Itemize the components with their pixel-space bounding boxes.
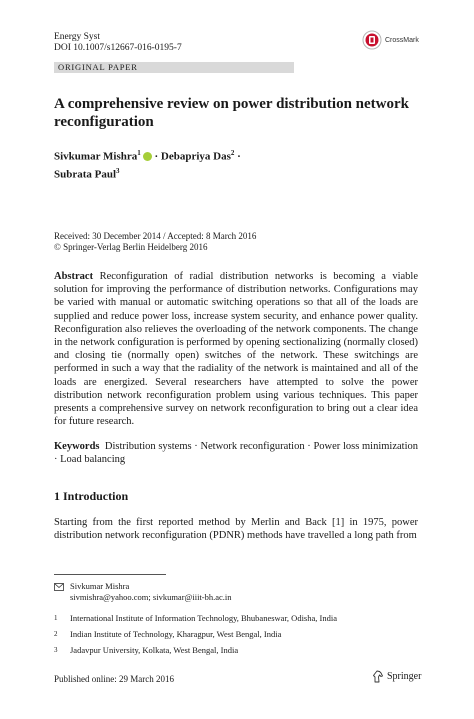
crossmark-label: CrossMark [385, 36, 419, 44]
abstract-text: Reconfiguration of radial distribution networks is becoming a viable solution for improving the performance of distribution networks. Configurations may be varied with manual or automatic switching operations so that all of the loads are supplied and reduce power loss, increase system security, and enhance power quality. Reconfiguration also relieves the overloading of the network components. The change in the network configuration is performed by opening sectionalizing (normally closed) and closing tie (normally open) switches of the network. These switchings are performed in such a way that the radiality of the network is maintained and all of the loads are energized. Several researchers have attempted to solve the power distribution network reconfiguration problem using various techniques. This paper presents a comprehensive survey on network reconfiguration to bring out a clear idea for future research. [54, 271, 419, 428]
author-separator: · [154, 150, 161, 163]
author-name[interactable]: Debapriya Das [160, 150, 231, 163]
springer-horse-icon [372, 670, 384, 683]
received-accepted: Received: 30 December 2014 / Accepted: 8 March 2016 [54, 231, 257, 241]
author-affil-sup: 1 [137, 149, 141, 157]
affil-text: International Institute of Information Technology, Bhubaneswar, Odisha, India [70, 613, 337, 623]
article-dates [54, 231, 256, 253]
article-type-band: ORIGINAL PAPER [54, 62, 294, 73]
affil-number: 3 [54, 646, 58, 654]
publisher-name: Springer [387, 671, 422, 682]
affil-number: 1 [54, 614, 58, 622]
affil-text: Jadavpur University, Kolkata, West Bengal, India [70, 645, 239, 655]
author-name[interactable]: Sivkumar Mishra [54, 150, 138, 163]
author-affil-sup: 2 [230, 149, 235, 157]
intro-paragraph: Starting from the first reported method by Merlin and Back [1] in 1975, power distribution network reconfiguration (PDNR) methods have travelled a long path from [54, 517, 418, 542]
affil-text: Indian Institute of Technology, Kharagpur, West Bengal, India [70, 629, 282, 639]
affiliation [54, 629, 281, 640]
affil-number: 2 [54, 630, 58, 638]
author-separator: · [237, 150, 241, 163]
crossmark-icon [362, 30, 382, 50]
envelope-icon [54, 583, 64, 591]
corresp-name: Sivkumar Mishra [70, 581, 130, 591]
keywords-label: Keywords [54, 441, 100, 452]
abstract-label: Abstract [54, 271, 94, 282]
author-affil-sup: 3 [116, 166, 120, 175]
orcid-icon[interactable] [143, 152, 152, 161]
journal-header [54, 32, 182, 54]
keywords-text: Distribution systems · Network reconfiguration · Power loss minimization · Load balancing [54, 441, 418, 466]
keywords [54, 440, 418, 466]
doi[interactable]: DOI 10.1007/s12667-016-0195-7 [54, 43, 182, 53]
author-name[interactable]: Subrata Paul [54, 168, 117, 181]
corresp-email[interactable]: sivmishra@yahoo.com; sivkumar@iiit-bh.ac.in [70, 592, 232, 602]
affiliation [54, 645, 238, 656]
footnote-rule [54, 574, 166, 575]
section-heading: 1 Introduction [54, 489, 129, 503]
crossmark-badge[interactable] [362, 30, 419, 50]
copyright: © Springer-Verlag Berlin Heidelberg 2016 [54, 242, 208, 252]
article-title: A comprehensive review on power distribution network reconfiguration [54, 96, 409, 130]
affiliation [54, 613, 337, 624]
published-date: Published online: 29 March 2016 [54, 674, 174, 684]
author-list [54, 146, 354, 181]
abstract [54, 270, 418, 428]
publisher-logo [372, 670, 421, 683]
journal-name: Energy Syst [54, 32, 101, 42]
corresponding-author [54, 581, 232, 603]
